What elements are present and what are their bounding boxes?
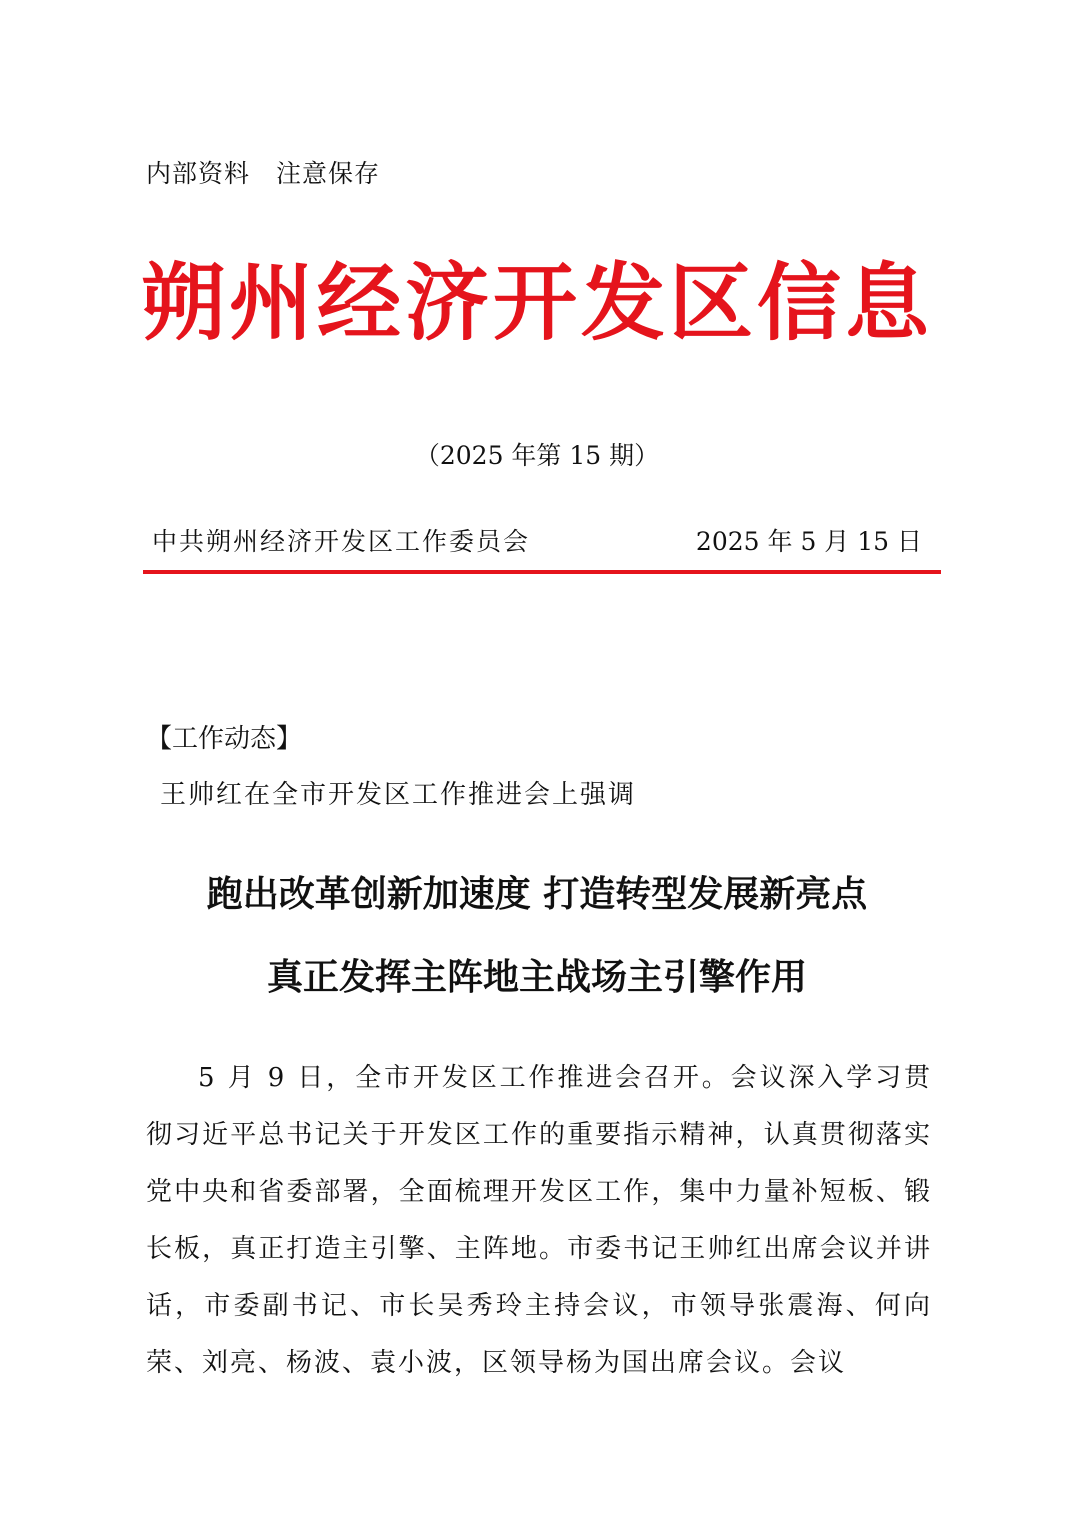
publisher-name: 中共朔州经济开发区工作委员会 [152, 527, 531, 556]
article-headline-line-2: 真正发挥主阵地主战场主引擎作用 [266, 956, 807, 998]
section-tag: 【工作动态】 [146, 724, 303, 754]
masthead-title: 朔州经济开发区信息 [140, 254, 933, 352]
internal-use-note: 内部资料 注意保存 [146, 159, 381, 188]
header-divider [143, 570, 941, 574]
body-paragraph: 5 月 9 日，全市开发区工作推进会召开。会议深入学习贯彻习近平总书记关于开发区工作的重要指示精神，认真贯彻落实党中央和省委部署，全面梳理开发区工作，集中力量补短板、锻长板，真正打造主引擎、主阵地。市委书记王帅红出席会议并讲话，市委副书记、市长吴秀玲主持会议，市领导张震海、何向荣、刘亮、杨波、袁小波，区领导杨为国出席会议。会议 [146, 1063, 932, 1378]
article-body [146, 1050, 932, 1392]
issue-number: （2025 年第 15 期） [414, 441, 660, 470]
article-subheading: 王帅红在全市开发区工作推进会上强调 [160, 780, 637, 810]
article-headline-line-1: 跑出改革创新加速度 打造转型发展新亮点 [206, 873, 868, 915]
publication-date: 2025 年 5 月 15 日 [695, 527, 922, 556]
